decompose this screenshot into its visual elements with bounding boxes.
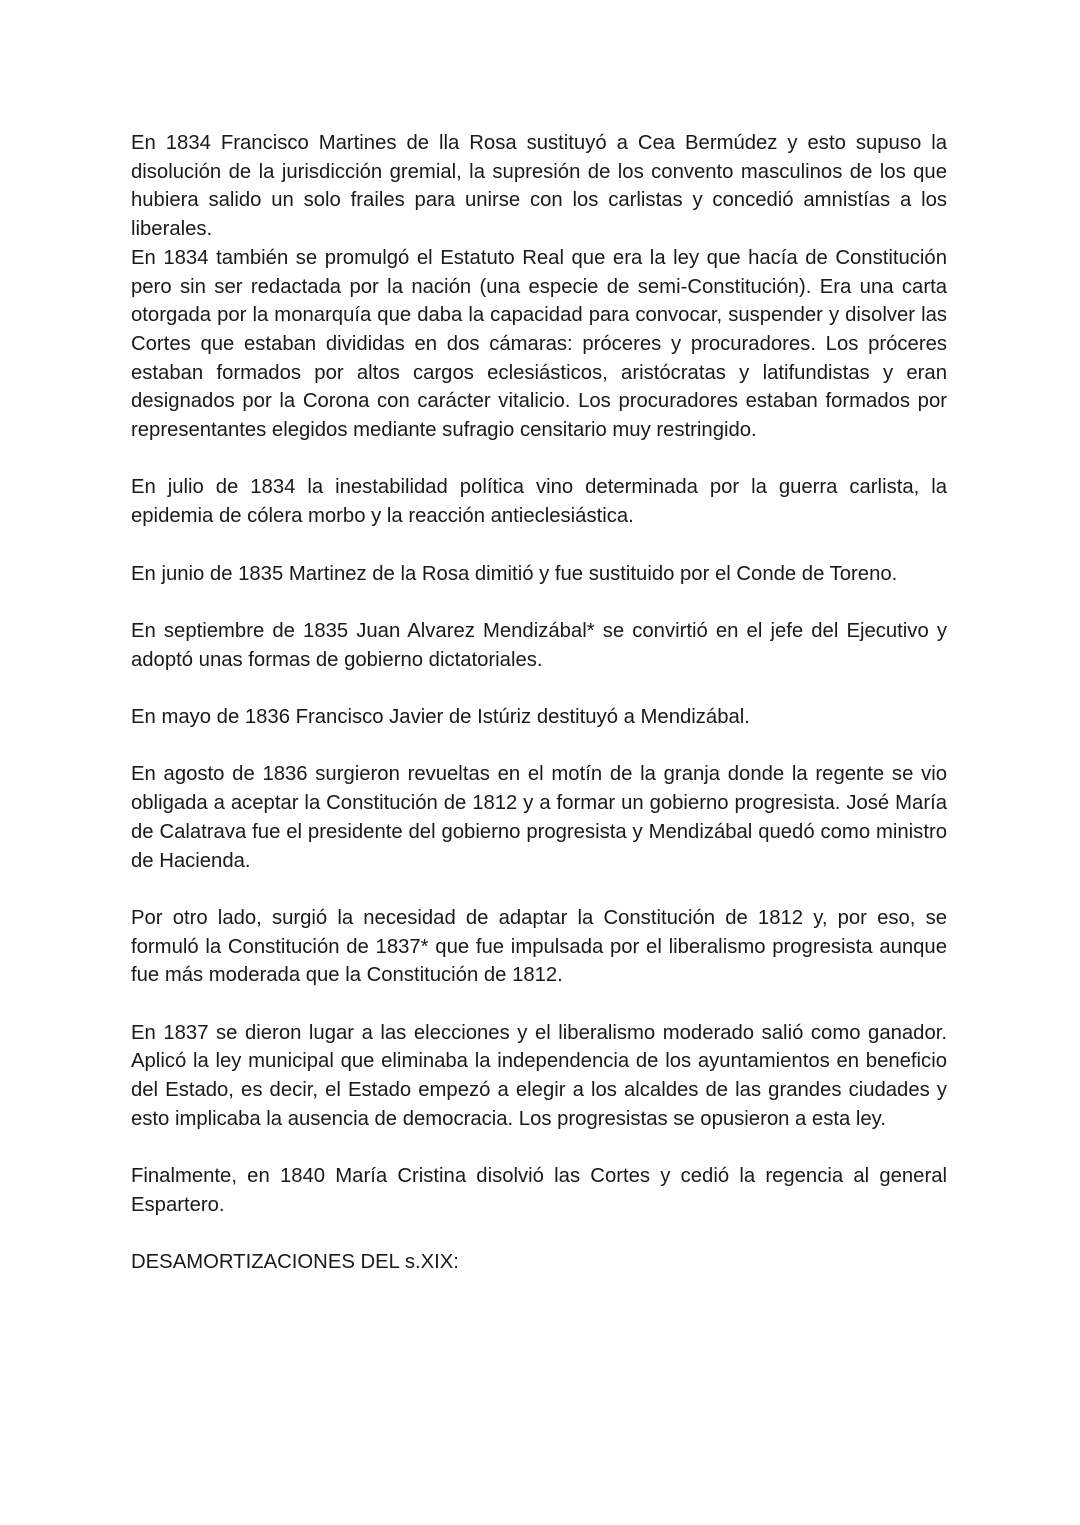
- paragraph-junio-1835: En junio de 1835 Martinez de la Rosa dimitió y fue sustituido por el Conde de Toreno.: [131, 562, 898, 585]
- paragraph-constitucion-1837: Por otro lado, surgió la necesidad de adaptar la Constitución de 1812 y, por eso, se formuló la Constitución de 1837* que fue impulsada por el liberalismo progresista aunque fue más moderada que la Constitución de 1812.: [131, 906, 947, 987]
- document-page: [131, 129, 947, 1277]
- paragraph-estatuto-real: En 1834 también se promulgó el Estatuto Real que era la ley que hacía de Constitución pero sin ser redactada por la nación (una especie de semi-Constitución). Era una carta otorgada por la monarquía que daba la capacidad para convocar, suspender y disolver las Cortes que estaban divididas en dos cámaras: próceres y procuradores. Los próceres estaban formados por altos cargos eclesiásticos, aristócratas y latifundistas y eran designados por la Corona con carácter vitalicio. Los procuradores estaban formados por representantes elegidos mediante sufragio censitario muy restringido.: [131, 246, 947, 442]
- paragraph-agosto-1836: En agosto de 1836 surgieron revueltas en el motín de la granja donde la regente se vio obligada a aceptar la Constitución de 1812 y a formar un gobierno progresista. José María de Calatrava fue el presidente del gobierno progresista y Mendizábal quedó como ministro de Hacienda.: [131, 763, 947, 872]
- paragraph-martinez-de-la-rosa: En 1834 Francisco Martines de lla Rosa sustituyó a Cea Bermúdez y esto supuso la disolución de la jurisdicción gremial, la supresión de los convento masculinos de los que hubiera salido un solo frailes para unirse con los carlistas y concedió amnistías a los liberales.: [131, 132, 947, 241]
- paragraph-elecciones-1837: En 1837 se dieron lugar a las elecciones y el liberalismo moderado salió como ganador. Aplicó la ley municipal que eliminaba la independencia de los ayuntamientos en beneficio del Estado, es decir, el Estado empezó a elegir a los alcaldes de las grandes ciudades y esto implicaba la ausencia de democracia. Los progresistas se opusieron a esta ley.: [131, 1021, 947, 1130]
- paragraph-septiembre-1835: En septiembre de 1835 Juan Alvarez Mendizábal* se convirtió en el jefe del Ejecutivo y adoptó unas formas de gobierno dictatoriales.: [131, 619, 947, 671]
- paragraph-1840: Finalmente, en 1840 María Cristina disolvió las Cortes y cedió la regencia al general Espartero.: [131, 1165, 947, 1216]
- section-heading: DESAMORTIZACIONES DEL s.XIX:: [131, 1251, 459, 1274]
- paragraph-mayo-1836: En mayo de 1836 Francisco Javier de Istúriz destituyó a Mendizábal.: [131, 706, 750, 728]
- paragraph-julio-1834: En julio de 1834 la inestabilidad política vino determinada por la guerra carlista, la epidemia de cólera morbo y la reacción antieclesiástica.: [131, 476, 947, 528]
